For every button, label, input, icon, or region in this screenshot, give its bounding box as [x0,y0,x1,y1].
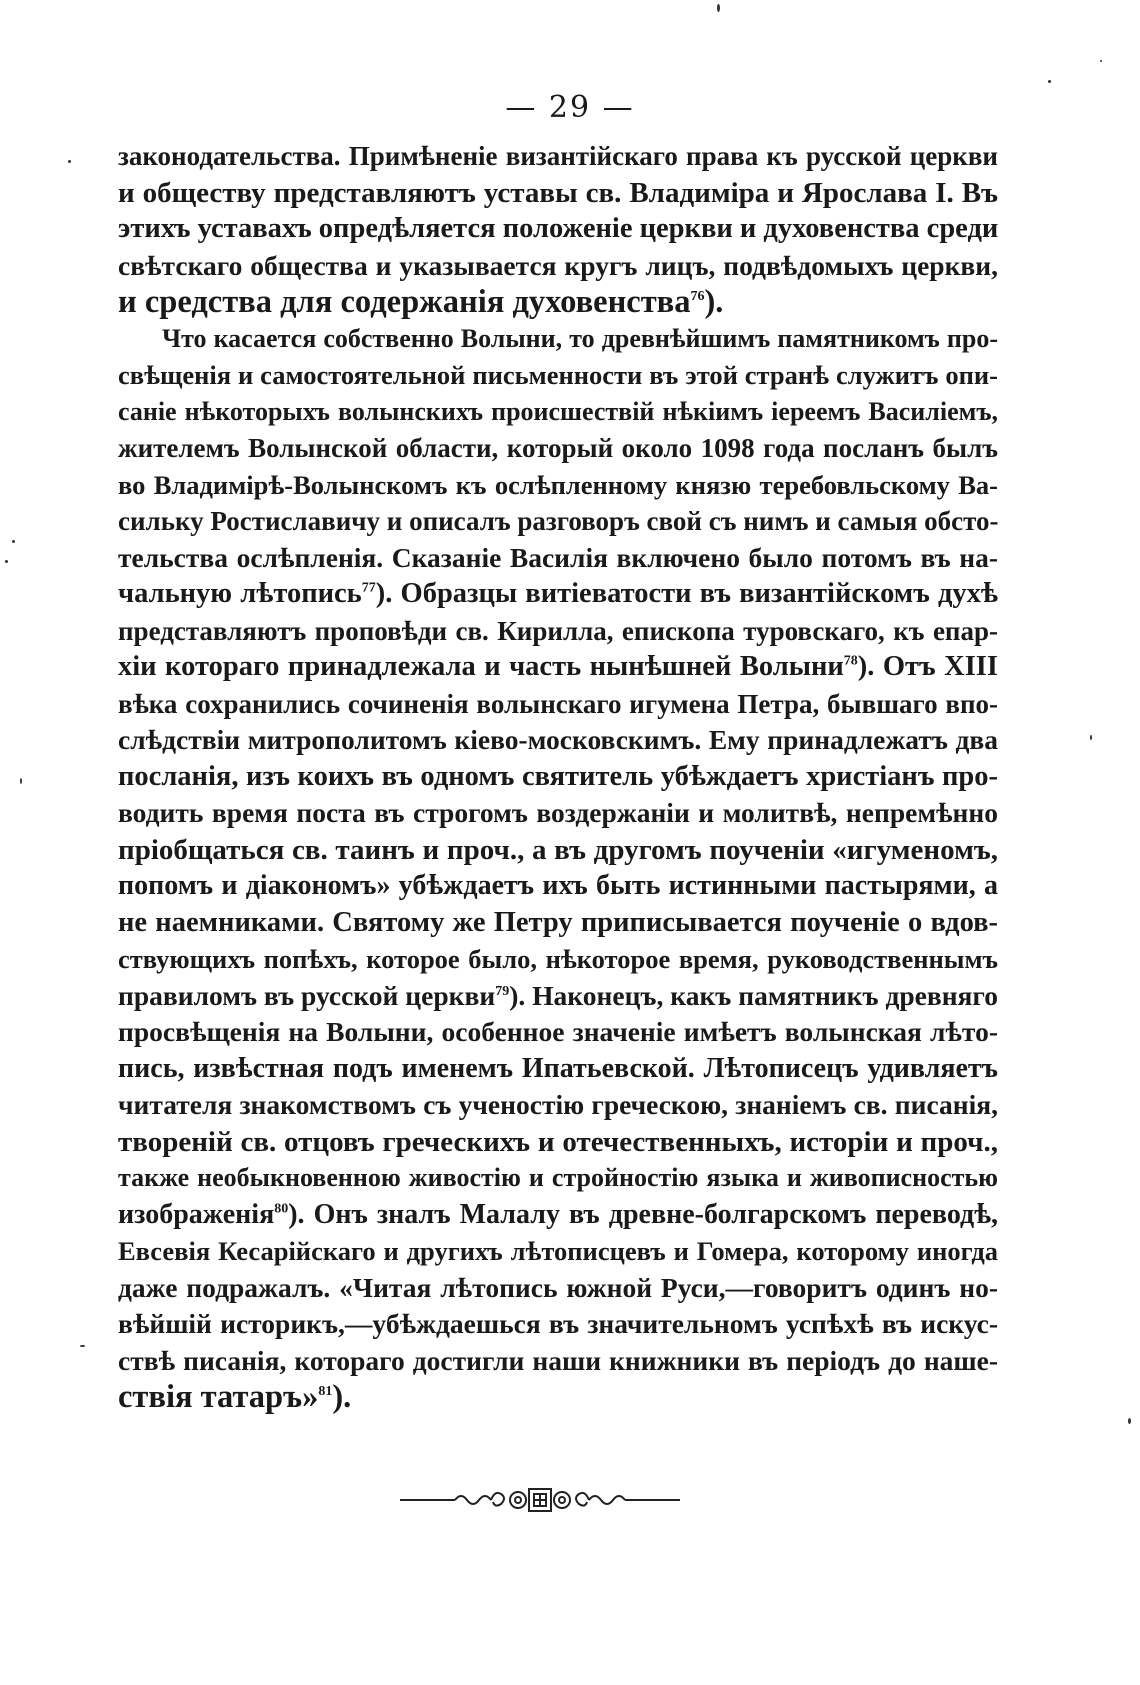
text-line-main: во Владимірѣ-Волынскомъ къ ослѣпленному князю теребовльскому Ва- [118,469,998,500]
footnote-marker: 78 [843,653,858,669]
text-line [118,832,998,869]
text-line-main: изображенія [118,1198,275,1230]
text-line-main: представляютъ проповѣди св. Кирилла, епископа туровскаго, къ епар- [118,615,998,646]
text-line-main: вѣйшій историкъ,—убѣждаешься въ значительномъ успѣхѣ въ искус- [118,1308,998,1339]
text-line-main: водить время поста въ строгомъ воздержаніи и молитвѣ, непремѣнно [118,797,998,828]
text-line-main: читателя знакомствомъ съ ученостію греческою, знаніемъ св. писанія, [118,1089,998,1120]
text-line-main: свѣщенія и самостоятельной письменности въ этой странѣ служитъ опи- [118,360,998,390]
text-line-tail: ). [332,1379,352,1415]
text-line-main: слѣдствіи митрополитомъ кіево-московскимъ. Ему принадлежатъ два [118,724,998,755]
text-line-main: посланія, изъ коихъ въ одномъ святитель убѣждаетъ христіанъ про- [118,760,998,792]
text-line [118,138,998,175]
text-line [118,1233,998,1270]
text-line [118,1087,998,1124]
page-number: — 29 — [505,90,635,125]
text-line-main: попомъ и діакономъ» убѣждаетъ ихъ быть истинными пастырями, а [118,870,998,901]
text-line [118,467,998,504]
footnote-marker: 76 [690,289,705,305]
text-line [118,248,998,285]
text-line [118,905,998,942]
text-line [118,284,998,321]
text-line [118,1014,998,1051]
footnote-marker: 77 [361,580,376,596]
text-line [118,576,998,613]
body-text [118,138,998,1416]
text-line [118,759,998,796]
text-line-tail: ). [704,284,724,320]
text-line-main: этихъ уставахъ опредѣляется положеніе церкви и духовенства среди [118,213,999,244]
text-line-tail: ). Образцы витіеватости въ византійскомъ духѣ [375,578,998,609]
text-line-main: пріобщаться св. таинъ и проч., а въ другомъ поученіи «игуменомъ, [118,833,998,866]
text-line [118,394,998,431]
text-line-tail: ). Онъ зналъ Малалу въ древне-болгарскомъ переводѣ, [288,1198,998,1230]
text-line [118,321,998,358]
text-line [118,211,998,248]
text-line [118,649,998,686]
text-line [118,686,998,723]
text-line [118,540,998,577]
text-line [118,503,998,540]
text-line-main: правиломъ въ русской церкви [118,979,496,1011]
text-line-main: не наемниками. Святому же Петру приписывается поученіе о вдов- [118,906,998,938]
text-line-main: свѣтскаго общества и указывается кругъ лицъ, подвѣдомыхъ церкви, [118,249,998,281]
text-line-tail: ). Наконецъ, какъ памятникъ древняго [509,979,998,1011]
text-line-main: даже подражалъ. «Читая лѣтопись южной Руси,—говоритъ одинъ но- [118,1271,998,1303]
text-line-main: Евсевія Кесарійскаго и другихъ лѣтописцевъ и Гомера, которому иногда [118,1236,998,1266]
ornament-divider [0,1480,1140,1520]
text-line-main: и средства для содержанія духовенства [118,284,691,320]
footnote-marker: 81 [318,1384,333,1400]
text-line [118,1124,998,1161]
text-line [118,1197,998,1234]
text-line [118,1270,998,1307]
text-line-tail: ). Отъ XIII [857,651,998,682]
text-line-main: чальную лѣтопись [118,578,362,609]
footnote-marker: 80 [274,1201,289,1217]
text-line-main: Что касается собственно Волыни, то древнѣйшимъ памятникомъ про- [162,323,998,353]
text-line-main: хіи котораго принадлежала и часть нынѣшней Волыни [118,651,844,682]
text-line [118,1306,998,1343]
text-line-main: пись, извѣстная подъ именемъ Ипатьевской. Лѣтописецъ удивляетъ [118,1052,998,1084]
text-line-main: сильку Ростиславичу и описалъ разговоръ свой съ нимъ и самыя обсто- [118,506,999,536]
text-line [118,430,998,467]
text-line [118,357,998,394]
text-line [118,613,998,650]
text-line-main: вѣка сохранились сочиненія волынскаго игумена Петра, бывшаго впо- [118,688,998,719]
footnote-marker: 79 [495,983,510,999]
text-line-main: ствѣ писанія, котораго достигли наши книжники въ періодъ до наше- [118,1344,998,1376]
text-line [118,978,998,1015]
text-line [118,175,998,212]
text-line-main: и обществу представляютъ уставы св. Владиміра и Ярослава I. Въ [118,176,998,209]
text-line [118,1343,998,1380]
text-line-main: тельства ослѣпленія. Сказаніе Василія включено было потомъ въ на- [118,541,998,573]
text-line-main: просвѣщенія на Волыни, особенное значеніе имѣетъ волынская лѣто- [118,1016,998,1047]
text-line [118,1379,998,1416]
text-line-main: саніе нѣкоторыхъ волынскихъ происшествій нѣкіимъ іереемъ Василіемъ, [118,396,998,426]
text-line-main: твореній св. отцовъ греческихъ и отечественныхъ, исторіи и проч., [118,1125,998,1158]
text-line [118,722,998,759]
text-line [118,868,998,905]
text-line-main: также необыкновенною живостію и стройностію языка и живописностью [118,1163,998,1192]
text-line [118,795,998,832]
text-line-main: жителемъ Волынской области, который около 1098 года посланъ былъ [118,433,998,463]
text-line [118,1051,998,1088]
text-line [118,1160,998,1197]
text-line-main: законодательства. Примѣненіе византійскаго права къ русской церкви [118,141,998,171]
text-line-main: ствующихъ попѣхъ, которое было, нѣкоторое время, руководственнымъ [118,944,998,974]
text-line [118,941,998,978]
text-line-main: ствія татаръ» [118,1379,319,1415]
